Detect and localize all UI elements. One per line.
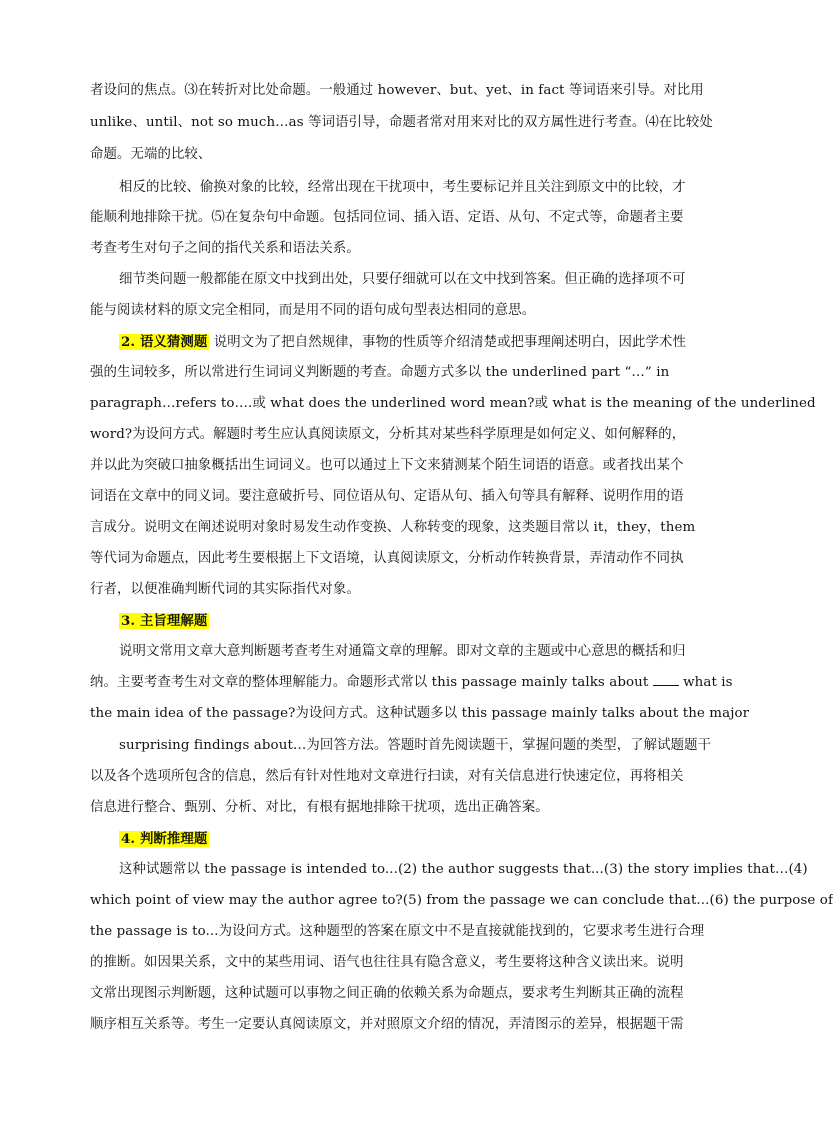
text-line: 言成分。说明文在阐述说明对象时易发生动作变换、人称转变的现象，这类题目常以 it，they，them <box>90 520 696 535</box>
text-line: word?为设问方式。解题时考生应认真阅读原文，分析其对某些科学原理是如何定义、如何解释的， <box>90 427 686 442</box>
text-line: 能顺利地排除干扰。⑸在复杂句中命题。包括同位词、插入语、定语、从句、不定式等，命题者主要 <box>90 210 684 225</box>
text-line: 顺序相互关系等。考生一定要认真阅读原文，并对照原文介绍的情况，弄清图示的差异，根据题干需 <box>90 1017 684 1032</box>
section-heading-3: 3. 主旨理解题 <box>121 613 208 629</box>
text-line: 说明文为了把自然规律，事物的性质等介绍清楚或把事理阐述明白，因此学术性 <box>213 335 686 350</box>
text-line: 的推断。如因果关系，文中的某些用词、语气也往往具有隐含意义，考生要将这种含义读出来。说明 <box>90 955 684 970</box>
text-line: paragraph…refers to….或 what does the underlined word mean?或 what is the meaning of the underlined <box>90 396 816 411</box>
text-line: 行者，以便准确判断代词的其实际指代对象。 <box>90 582 360 597</box>
text-line: 信息进行整合、甄别、分析、对比，有根有据地排除干扰项，选出正确答案。 <box>90 800 549 815</box>
text-line: which point of view may the author agree to?(5) from the passage we can conclude that...(6) the purpose of <box>90 893 833 908</box>
text-line: 强的生词较多，所以常进行生词词义判断题的考查。命题方式多以 the underlined part “…” in <box>90 365 670 380</box>
text-line: 并以此为突破口抽象概括出生词词义。也可以通过上下文来猜测某个陌生词语的语意。或者找出某个 <box>90 458 684 473</box>
answer-blank <box>653 673 679 686</box>
section-heading-4: 4. 判断推理题 <box>121 831 208 847</box>
section-line <box>119 332 706 353</box>
section-heading-2: 2. 语义猜测题 <box>121 334 208 350</box>
section-line <box>119 829 706 850</box>
text-line: surprising findings about…为回答方法。答题时首先阅读题干，掌握问题的类型，了解试题题干 <box>119 738 712 753</box>
text-line: 相反的比较、偷换对象的比较，经常出现在干扰项中，考生要标记并且关注到原文中的比较，才 <box>119 180 686 195</box>
text-line: unlike、until、not so much…as 等词语引导，命题者常对用来对比的双方属性进行考查。⑷在比较处 <box>90 115 713 130</box>
text-line: 说明文常用文章大意判断题考查考生对通篇文章的理解。即对文章的主题或中心意思的概括和归 <box>119 644 686 659</box>
text-line: 能与阅读材料的原文完全相同，而是用不同的语句成句型表达相同的意思。 <box>90 303 536 318</box>
text-line: 词语在文章中的同义词。要注意破折号、同位语从句、定语从句、插入句等具有解释、说明作用的语 <box>90 489 684 504</box>
text-line: the passage is to...为设问方式。这种题型的答案在原文中不是直接就能找到的，它要求考生进行合理 <box>90 924 705 939</box>
text-line: 者设问的焦点。⑶在转折对比处命题。一般通过 however、but、yet、in fact 等词语来引导。对比用 <box>90 83 704 98</box>
text-line: 这种试题常以 the passage is intended to...(2) the author suggests that...(3) the story implies that…(4) <box>119 862 808 877</box>
text-line: 纳。主要考查考生对文章的整体理解能力。命题形式常以 this passage mainly talks about <box>90 675 649 690</box>
text-line: 细节类问题一般都能在原文中找到出处，只要仔细就可以在文中找到答案。但正确的选择项不可 <box>119 272 686 287</box>
section-line <box>119 611 706 632</box>
text-line: 等代词为命题点，因此考生要根据上下文语境，认真阅读原文，分析动作转换背景，弄清动作不同执 <box>90 551 684 566</box>
text-line: 文常出现图示判断题，这种试题可以事物之间正确的依赖关系为命题点，要求考生判断其正确的流程 <box>90 986 684 1001</box>
text-line: 命题。无端的比较、 <box>90 147 212 162</box>
text-line: what is <box>683 675 733 690</box>
text-line: 以及各个选项所包含的信息，然后有针对性地对文章进行扫读，对有关信息进行快速定位，再将相关 <box>90 769 684 784</box>
text-line: 考查考生对句子之间的指代关系和语法关系。 <box>90 241 360 256</box>
text-line: the main idea of the passage?为设问方式。这种试题多以 this passage mainly talks about the major <box>90 706 750 721</box>
text-line-with-blank <box>90 673 733 693</box>
